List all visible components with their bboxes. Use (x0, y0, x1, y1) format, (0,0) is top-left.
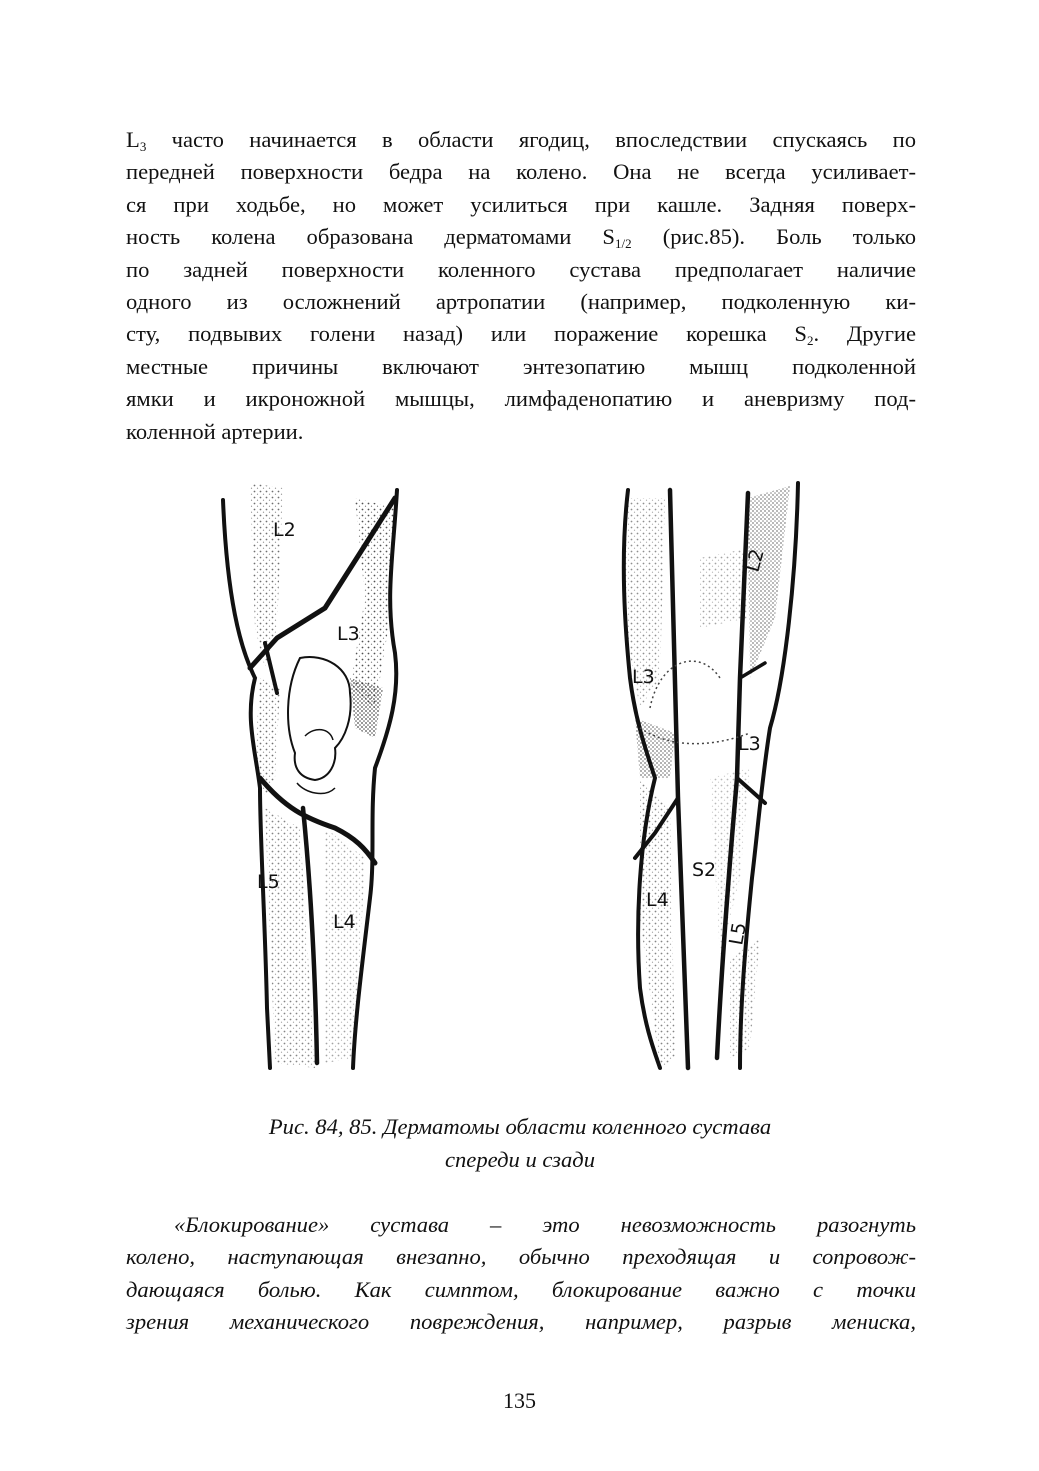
label-l3-right: L3 (738, 733, 761, 755)
label-l5: L5 (257, 871, 280, 893)
knee-back-illustration (600, 478, 830, 1078)
text-line: ность колена образована дерматомами $S_{1/2}$ (рис.85). Боль только (126, 224, 917, 252)
text-line: зрения механического повреждения, например, разрыв мениска, (126, 1309, 916, 1335)
text-line: «Блокирование» сустава – это невозможность разогнуть (174, 1212, 916, 1237)
page-number: 135 (503, 1388, 536, 1413)
label-l2: L2 (741, 546, 769, 575)
italic-paragraph (126, 1209, 916, 1339)
text-line: ся при ходьбе, но может усилиться при кашле. Задняя поверх- (126, 191, 916, 217)
text-line: коленной артерии. (126, 418, 304, 444)
body-paragraph (126, 124, 916, 448)
text-line: передней поверхности бедра на колено. Она не всегда усиливает- (126, 159, 916, 185)
knee-dermatome-figure (205, 478, 825, 1088)
label-l3: L3 (337, 623, 360, 645)
label-l5: L5 (725, 920, 751, 947)
text-line: местные причины включают энтезопатию мышц подколенной (126, 353, 916, 379)
label-l3-left: L3 (632, 666, 655, 688)
label-s2: S2 (692, 859, 717, 881)
label-l2: L2 (273, 519, 296, 541)
text-line: по задней поверхности коленного сустава предполагает наличие (126, 256, 916, 282)
text-line: сту, подвывих голени назад) или поражение корешка $S_2$. Другие (126, 321, 916, 349)
caption-line: спереди и сзади (444, 1147, 595, 1172)
text-line: колено, наступающая внезапно, обычно преходящая и сопровож- (126, 1244, 916, 1270)
label-l4: L4 (333, 911, 356, 933)
text-line: одного из осложнений артропатии (например, подколенную ки- (126, 289, 916, 315)
text-line: ямки и икроножной мышцы, лимфаденопатию и аневризму под- (126, 386, 916, 412)
figure-caption (150, 1110, 890, 1176)
knee-front-illustration (205, 478, 435, 1078)
text-line: $L_3$ часто начинается в области ягодиц, впоследствии спускаясь по (126, 127, 916, 154)
text-line: дающаяся болью. Как симптом, блокирование важно с точки (126, 1276, 916, 1302)
label-l4: L4 (646, 889, 669, 911)
caption-line: Рис. 84, 85. Дерматомы области коленного сустава (268, 1114, 772, 1139)
